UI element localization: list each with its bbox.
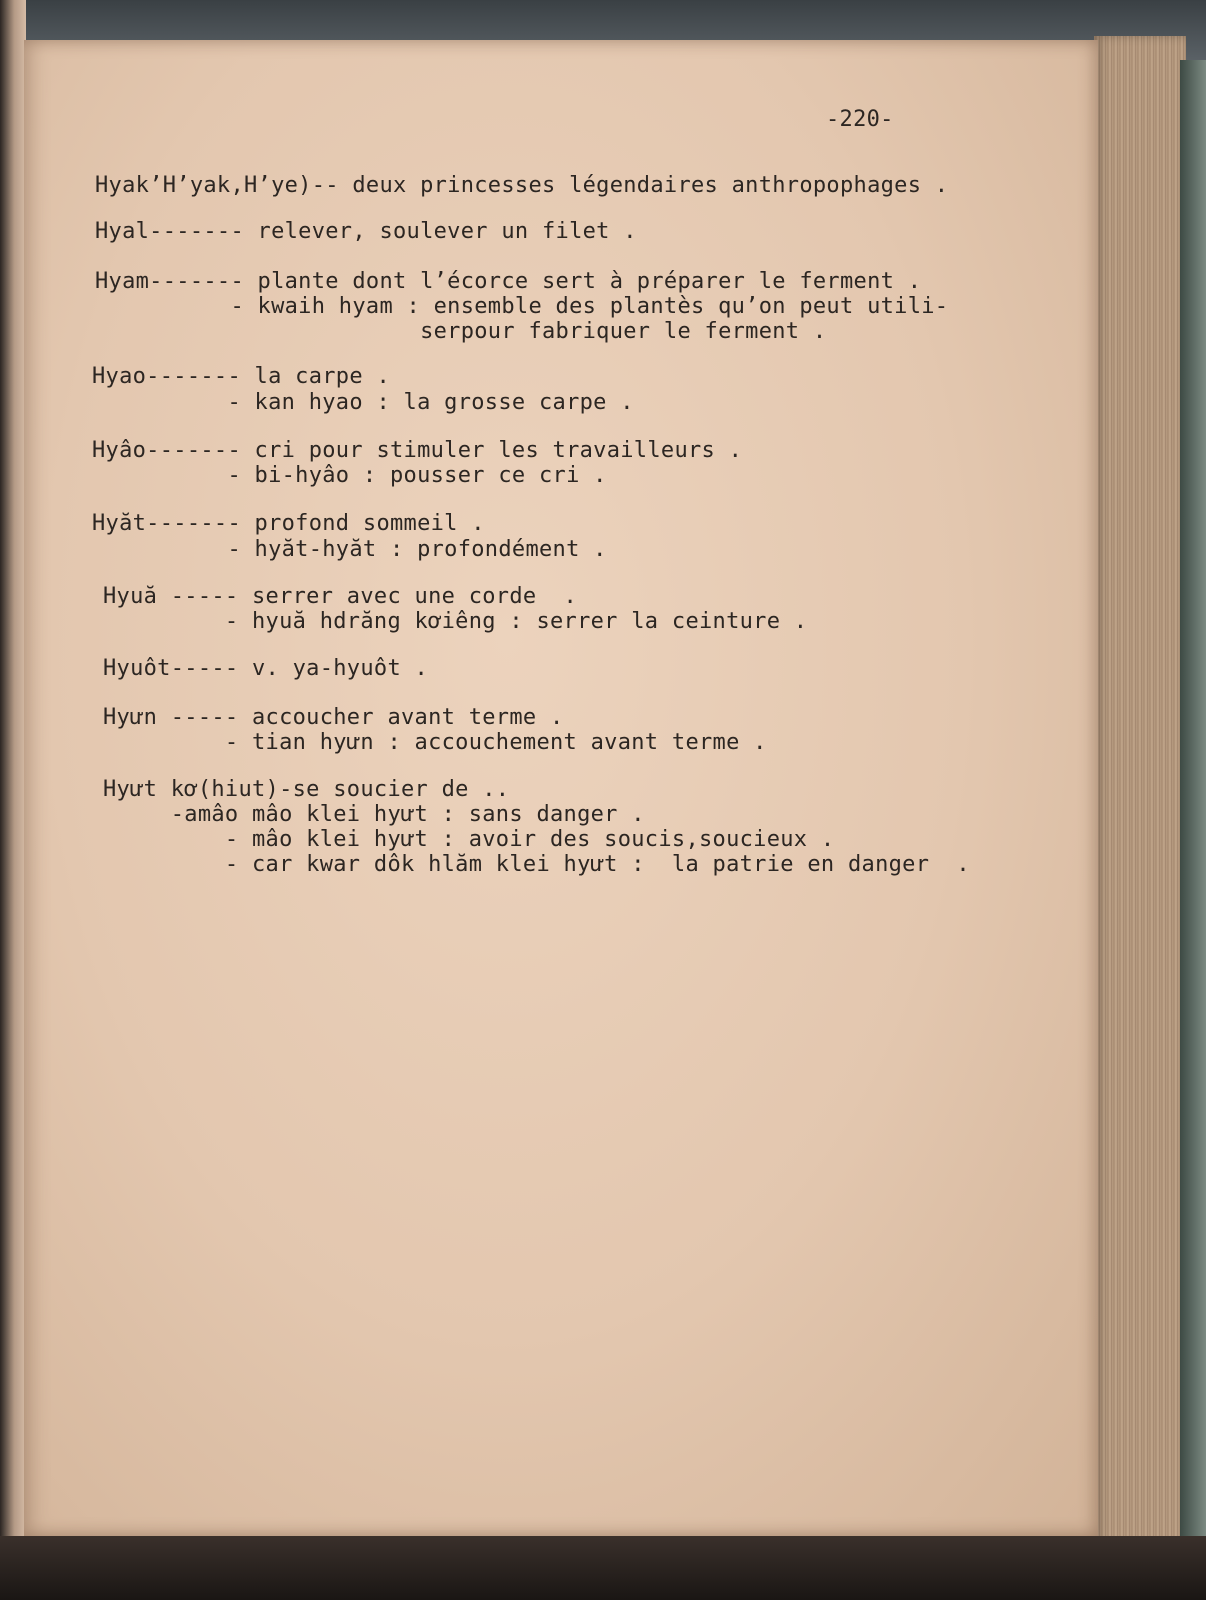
book-cover <box>1180 60 1206 1600</box>
entry-line: Hyưt kơ(hiut)-se soucier de .. <box>103 777 510 802</box>
left-page-edge <box>0 0 26 1600</box>
entry-line: Hyak’H’yak,H’ye)-- deux princesses légendaires anthropophages . <box>95 173 949 198</box>
entry-line: Hyal------- relever, soulever un filet . <box>95 219 637 244</box>
page-stack-edge <box>1094 36 1186 1552</box>
entry-line: Hyâo------- cri pour stimuler les travailleurs . <box>92 438 743 463</box>
entry-line: - bi-hyâo : pousser ce cri . <box>92 463 607 488</box>
entry-line: Hyưn ----- accoucher avant terme . <box>103 705 564 730</box>
entry-line: - mâo klei hyưt : avoir des soucis,soucieux . <box>103 827 835 852</box>
entry-line: Hyăt------- profond sommeil . <box>92 511 485 536</box>
entry-line: - kan hyao : la grosse carpe . <box>92 390 634 415</box>
entry-line: -amâo mâo klei hyưt : sans danger . <box>103 802 645 827</box>
entry-line: - car kwar dôk hlăm klei hyưt : la patrie en danger . <box>103 852 970 877</box>
entry-line: - kwaih hyam : ensemble des plantès qu’on peut utili- <box>95 294 949 319</box>
entry-line: Hyuă ----- serrer avec une corde . <box>103 584 578 609</box>
entry-line: - tian hyưn : accouchement avant terme . <box>103 730 767 755</box>
entry-line: Hyam------- plante dont l’écorce sert à préparer le ferment . <box>95 269 922 294</box>
entry-line: - hyăt-hyăt : profondément . <box>92 537 607 562</box>
entry-line: Hyao------- la carpe . <box>92 364 390 389</box>
entry-line: serpour fabriquer le ferment . <box>95 319 827 344</box>
entry-line: Hyuôt----- v. ya-hyuôt . <box>103 656 429 681</box>
entry-line: - hyuă hdrăng kơiêng : serrer la ceinture . <box>103 609 808 634</box>
page-number: -220- <box>826 107 894 132</box>
bottom-shadow <box>0 1536 1206 1600</box>
